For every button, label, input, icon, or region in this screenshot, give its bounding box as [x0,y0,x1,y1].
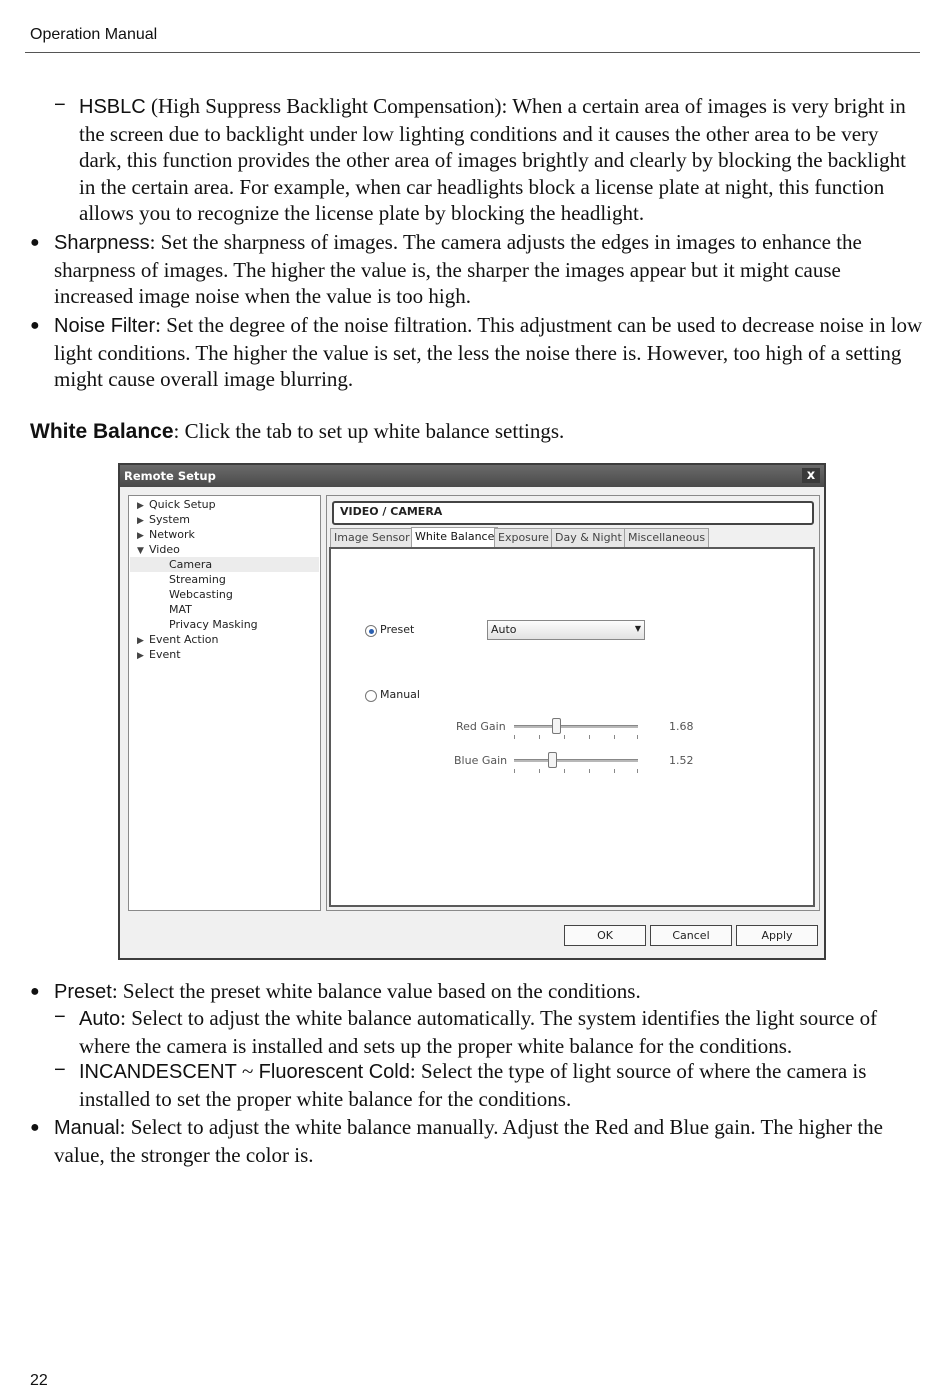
preset-select-value: Auto [491,623,517,636]
tab-miscellaneous[interactable]: Miscellaneous [624,528,709,547]
tree-item-camera[interactable]: Camera [169,558,213,571]
preset-paragraph [54,978,924,1006]
dash-marker: − [54,1006,66,1028]
tree-item-mat[interactable]: MAT [169,603,192,616]
slider-tick [514,735,515,739]
expand-arrow-icon: ▶ [137,636,144,646]
slider-tick [637,769,638,773]
tab-white-balance[interactable]: White Balance [411,527,498,548]
bullet-dot: ● [30,317,40,334]
incandescent-paragraph [79,1058,924,1112]
tree-item-webcasting[interactable]: Webcasting [169,588,233,601]
tree-item-label: Event [149,648,181,661]
dialog-title: Remote Setup [124,469,216,483]
noise-text: : Set the degree of the noise filtration. This adjustment can be used to decrease noise in low light conditions. The higher the value is set, the less the noise there is. However, too high of a setting might cause overall image blurring. [54,313,923,392]
tab-day-night[interactable]: Day & Night [551,528,626,547]
bullet-dot: ● [30,234,40,251]
apply-button[interactable]: Apply [736,925,818,946]
manual-paragraph [54,1114,924,1168]
auto-paragraph [79,1005,924,1059]
manual-term: Manual [54,1117,120,1139]
red-gain-slider-thumb[interactable] [552,718,561,734]
tree-item-video[interactable] [137,542,180,557]
white-balance-paragraph [30,418,920,446]
noise-term: Noise Filter [54,315,156,337]
dash-marker: − [54,1059,66,1081]
slider-tick [539,769,540,773]
blue-gain-slider[interactable] [514,759,638,762]
hsblc-text: (High Suppress Backlight Compensation): When a certain area of images is very bright in the screen due to backlight under low lighting conditions and it causes the other area to be very dark, this function provides the other area of images brightly and clearly by blocking the backlight in the certain area. For example, when car headlights block a license plate at night, this function allows you to recognize the license plate by blocking the headlight. [79,94,906,226]
red-gain-value: 1.68 [669,720,694,733]
hsblc-term: HSBLC [79,96,146,118]
red-gain-label: Red Gain [456,720,506,733]
blue-gain-label: Blue Gain [454,754,508,767]
expand-arrow-icon: ▶ [137,516,144,526]
section-title-box [332,501,814,525]
tree-item-system[interactable] [137,512,190,527]
tree-item-event-action[interactable] [137,632,218,647]
slider-tick [514,769,515,773]
sharpness-term: Sharpness [54,232,150,254]
settings-tree [128,495,321,911]
sharpness-paragraph [54,229,924,310]
blue-gain-value: 1.52 [669,754,694,767]
hsblc-paragraph [79,93,924,227]
header-title: Operation Manual [30,26,158,43]
slider-tick [614,769,615,773]
tree-item-label: Event Action [149,633,219,646]
close-icon[interactable]: x [802,468,820,483]
tree-item-label: Video [149,543,180,556]
expand-arrow-icon: ▶ [137,501,144,511]
slider-tick [564,769,565,773]
tree-item-quick-setup[interactable] [137,497,216,512]
tab-exposure[interactable]: Exposure [494,528,553,547]
slider-tick [637,735,638,739]
collapse-arrow-icon: ▼ [137,546,144,556]
white-balance-heading: White Balance [30,420,174,443]
tree-item-event[interactable] [137,647,181,662]
auto-text: : Select to adjust the white balance automatically. The system identifies the light source of where the camera is installed and sets up the proper white balance for the conditions. [79,1006,878,1058]
dash-marker: − [54,94,66,116]
cancel-button[interactable]: Cancel [650,925,732,946]
sharpness-text: : Set the sharpness of images. The camera adjusts the edges in images to enhance the sharpness of images. The higher the value is, the sharper the images appear but it might cause increased image noise when the value is too high. [54,230,862,309]
tree-selection-highlight [130,557,319,572]
bullet-dot: ● [30,1119,40,1136]
tree-item-label: Quick Setup [149,498,216,511]
manual-radio[interactable] [365,690,377,702]
chevron-down-icon: ▼ [634,624,641,633]
tree-item-network[interactable] [137,527,195,542]
expand-arrow-icon: ▶ [137,531,144,541]
preset-radio[interactable] [365,625,377,637]
manual-label: Manual [380,688,420,701]
ok-button[interactable]: OK [564,925,646,946]
tree-item-streaming[interactable]: Streaming [169,573,226,586]
incandescent-term: INCANDESCENT [79,1061,237,1083]
slider-tick [539,735,540,739]
bullet-dot: ● [30,983,40,1000]
section-title: VIDEO / CAMERA [340,505,443,518]
red-gain-slider[interactable] [514,725,638,728]
slider-tick [589,735,590,739]
noise-paragraph [54,312,924,393]
incandescent-separator: ~ [236,1059,259,1083]
slider-tick [589,769,590,773]
tree-item-privacy-masking[interactable]: Privacy Masking [169,618,258,631]
settings-content [326,495,820,911]
header-rule [25,52,920,53]
tab-image-sensor[interactable]: Image Sensor [330,528,414,547]
preset-term: Preset [54,981,112,1003]
manual-text: : Select to adjust the white balance manually. Adjust the Red and Blue gain. The higher the value, the stronger the color is. [54,1115,884,1167]
blue-gain-slider-thumb[interactable] [548,752,557,768]
incandescent-text: : Select the type of light source of where the camera is installed to set the proper white balance for the conditions. [79,1059,867,1111]
remote-setup-dialog [118,463,826,960]
tree-item-label: System [149,513,191,526]
white-balance-panel [329,547,815,907]
fluorescent-cold-term: Fluorescent Cold [258,1061,410,1083]
auto-term: Auto [79,1008,121,1030]
preset-text: : Select the preset white balance value based on the conditions. [111,979,641,1003]
preset-select[interactable] [487,620,645,640]
preset-label: Preset [380,623,415,636]
expand-arrow-icon: ▶ [137,651,144,661]
white-balance-text: : Click the tab to set up white balance settings. [173,419,565,443]
page-number: 22 [30,1372,48,1389]
tree-item-label: Network [149,528,195,541]
slider-tick [614,735,615,739]
slider-tick [564,735,565,739]
dialog-titlebar [120,465,824,487]
